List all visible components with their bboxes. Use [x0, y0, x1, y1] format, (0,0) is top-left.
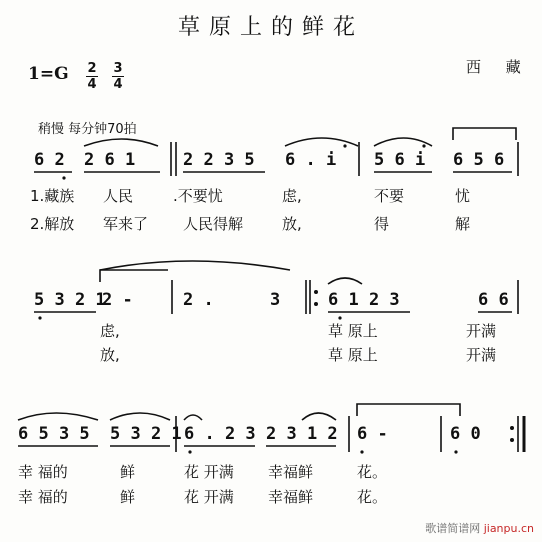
lyric-verse1: .不要忧: [173, 187, 223, 205]
watermark-url: jianpu.cn: [483, 522, 534, 535]
lyric-verse1: 1.藏族: [30, 187, 75, 205]
song-title: 草原上的鲜花: [177, 15, 364, 40]
note-group: 6 . 2 3: [184, 424, 256, 444]
slur: [100, 261, 290, 270]
note-group: 2 3 1 2: [266, 424, 338, 444]
lyric-verse2: 花 开满: [184, 488, 234, 506]
octave-dot: [38, 316, 41, 319]
lyric-verse1: 不要: [374, 187, 405, 205]
note-group: 6 -: [357, 424, 388, 444]
repeat-dot: [510, 438, 514, 442]
lyric-verse2: 得: [374, 215, 390, 233]
note-group: 6 5 6: [453, 150, 505, 170]
lyric-verse2: 花。: [357, 488, 388, 506]
lyric-verse1: 虑,: [100, 322, 120, 340]
note-group: 6 6: [478, 290, 509, 310]
time-num: 2: [87, 61, 97, 76]
watermark: [425, 520, 534, 536]
lyric-verse2: 军来了: [103, 215, 149, 233]
slur: [328, 278, 362, 284]
slur: [184, 415, 202, 420]
note-group: 5 3 2 1: [34, 290, 106, 310]
note-group: 5 6 i: [374, 150, 426, 170]
note-group: 6 5 3 5: [18, 424, 90, 444]
octave-dot: [360, 450, 363, 453]
lyric-verse1: 幸福鲜: [268, 463, 314, 481]
slur: [453, 128, 516, 140]
slur: [357, 404, 460, 416]
lyric-verse2: 放,: [100, 346, 120, 364]
octave-dot: [343, 144, 346, 147]
repeat-dot: [314, 302, 318, 306]
octave-dot: [188, 450, 191, 453]
note-group: 2 6 1: [84, 150, 136, 170]
note-group: 2 -: [102, 290, 133, 310]
song-origin: 西 藏: [466, 58, 531, 76]
slur: [18, 413, 98, 420]
tempo-marking: 稍慢 每分钟70拍: [38, 122, 137, 137]
lyric-verse1: 幸 福的: [18, 463, 68, 481]
slur: [302, 413, 336, 420]
lyric-verse2: 放,: [282, 215, 302, 233]
lyric-verse1: 人民: [103, 187, 134, 205]
lyric-verse2: 开满: [466, 346, 497, 364]
note-group: 2 2 3 5: [183, 150, 255, 170]
note-group: 5 3 2 1: [110, 424, 182, 444]
lyric-verse2: 2.解放: [30, 215, 75, 233]
lyric-verse2: 解: [455, 215, 471, 233]
octave-dot: [62, 176, 65, 179]
repeat-dot: [314, 290, 318, 294]
lyric-verse1: 忧: [455, 187, 471, 205]
lyric-verse1: 虑,: [282, 187, 302, 205]
lyric-verse2: 草 原上: [328, 346, 378, 364]
lyric-verse2: 人民得解: [183, 215, 244, 233]
lyric-verse1: 鲜: [120, 463, 136, 481]
note-group: 6 2: [34, 150, 65, 170]
octave-dot: [338, 316, 341, 319]
note-group: 2 .: [183, 290, 214, 310]
repeat-dot: [510, 426, 514, 430]
slur: [110, 413, 170, 420]
lyric-verse2: 幸福鲜: [268, 488, 314, 506]
lyric-verse1: 花。: [357, 463, 388, 481]
time-num: 3: [113, 61, 123, 76]
octave-dot: [454, 450, 457, 453]
lyric-verse1: 花 开满: [184, 463, 234, 481]
time-den: 4: [87, 77, 97, 92]
time-den: 4: [113, 77, 123, 92]
slur: [84, 139, 158, 146]
slur: [285, 138, 358, 146]
watermark-cn: 歌谱简谱网: [425, 522, 481, 535]
note-group: 6 . i: [285, 150, 337, 170]
lyric-verse1: 草 原上: [328, 322, 378, 340]
lyric-verse2: 幸 福的: [18, 488, 68, 506]
key-signature: 1=G: [28, 64, 69, 84]
lyric-verse2: 鲜: [120, 488, 136, 506]
note-group: 3: [270, 290, 281, 310]
slur: [100, 270, 168, 282]
note-group: 6 1 2 3: [328, 290, 400, 310]
lyric-verse1: 开满: [466, 322, 497, 340]
octave-dot: [422, 144, 425, 147]
note-group: 6 0: [450, 424, 481, 444]
